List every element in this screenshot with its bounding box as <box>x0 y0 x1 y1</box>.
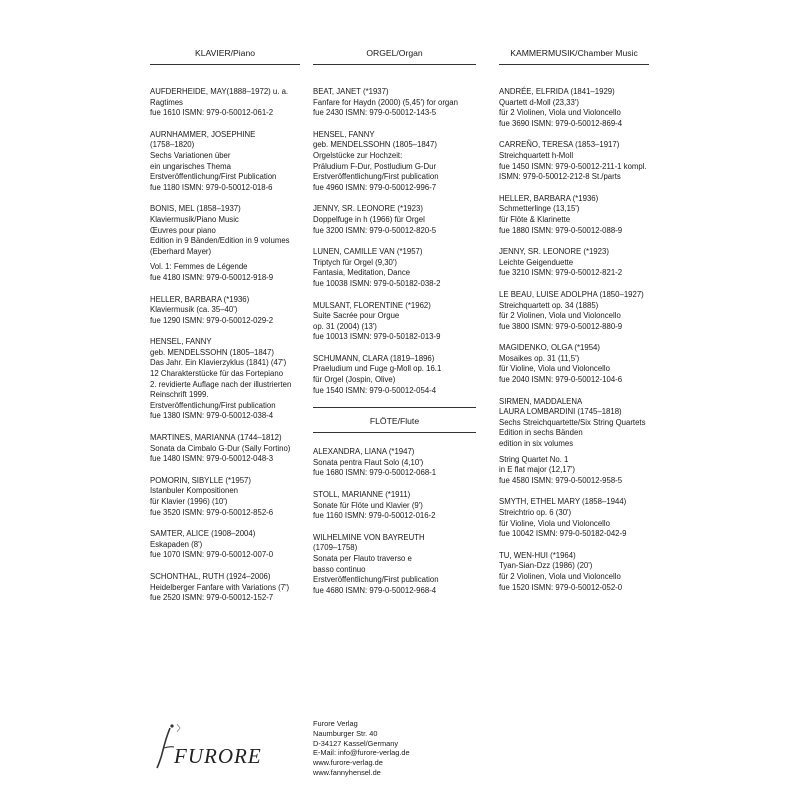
entry-line: für 2 Violinen, Viola und Violoncello <box>499 108 621 118</box>
entry-line: Klaviermusik/Piano Music <box>150 214 239 224</box>
entry-line: ISMN: 979-0-50012-212-8 St./parts <box>499 172 621 182</box>
entry-line: fue 1880 ISMN: 979-0-50012-088-9 <box>499 225 623 235</box>
entry-list-flute <box>313 447 476 596</box>
entry-line: fue 3210 ISMN: 979-0-50012-821-2 <box>499 268 623 278</box>
entry-line: fue 1610 ISMN: 979-0-50012-061-2 <box>150 108 274 118</box>
entry-composer: CARREÑO, TERESA (1853–1917) <box>499 140 620 150</box>
entry-composer: LE BEAU, LUISE ADOLPHA (1850–1927) <box>499 289 644 299</box>
section-header-organ: ORGEL/Organ <box>313 48 476 65</box>
catalog-entry <box>499 290 649 332</box>
footer-line: Naumburger Str. 40 <box>313 728 378 738</box>
entry-line: Streichquartett h-Moll <box>499 150 574 160</box>
entry-line: String Quartet No. 1 <box>499 454 569 464</box>
entry-line: (1709–1758) <box>313 543 358 553</box>
entry-line: Erstveröffentlichung/First Publication <box>150 172 277 182</box>
catalog-entry <box>150 87 300 119</box>
entry-line: Präludium F-Dur, Postludium G-Dur <box>313 161 437 171</box>
catalog-entry <box>150 130 300 194</box>
column-organ <box>313 48 476 607</box>
entry-line: Schmetterlinge (13,15') <box>499 204 580 214</box>
catalog-entry <box>150 204 300 283</box>
entry-composer: MAGIDENKO, OLGA (*1954) <box>499 343 600 353</box>
catalog-entry <box>313 447 476 479</box>
entry-line: 12 Charakterstücke für das Fortepiano <box>150 369 284 379</box>
entry-line: Sechs Streichquartette/Six String Quartets <box>499 417 646 427</box>
entry-line: Fanfare for Haydn (2000) (5,45') for organ <box>313 97 458 107</box>
entry-line: fue 3200 ISMN: 979-0-50012-820-5 <box>313 225 437 235</box>
entry-line: fue 3520 ISMN: 979-0-50012-852-6 <box>150 507 274 517</box>
entry-line: fue 3690 ISMN: 979-0-50012-869-4 <box>499 118 623 128</box>
entry-line: für 2 Violinen, Viola und Violoncello <box>499 311 621 321</box>
logo-text: FURORE <box>174 744 262 768</box>
entry-list-chamber-music <box>499 87 649 593</box>
entry-line: fue 1160 ISMN: 979-0-50012-016-2 <box>313 511 436 521</box>
entry-line: für Violine, Viola und Violoncello <box>499 518 610 528</box>
entry-line: basso continuo <box>313 564 366 574</box>
catalog-entry <box>150 529 300 561</box>
entry-composer: HELLER, BARBARA (*1936) <box>150 294 250 304</box>
entry-line: Quartett d-Moll (23,33') <box>499 97 579 107</box>
catalog-entry <box>150 433 300 465</box>
entry-line: fue 4580 ISMN: 979-0-50012-958-5 <box>499 475 623 485</box>
entry-line: Mosaikes op. 31 (11,5') <box>499 353 580 363</box>
entry-line: fue 10038 ISMN: 979-0-50182-038-2 <box>313 278 441 288</box>
entry-list-organ <box>313 87 476 396</box>
entry-line: Fantasia, Meditation, Dance <box>313 268 411 278</box>
entry-line: fue 1680 ISMN: 979-0-50012-068-1 <box>313 468 437 478</box>
entry-line: in E flat major (12,17') <box>499 465 576 475</box>
entry-line: Suite Sacrée pour Orgue <box>313 311 400 321</box>
entry-line: op. 31 (2004) (13') <box>313 321 377 331</box>
entry-line: fue 4180 ISMN: 979-0-50012-918-9 <box>150 272 274 282</box>
publisher-contact <box>313 719 410 778</box>
entry-line: fue 2040 ISMN: 979-0-50012-104-6 <box>499 375 623 385</box>
footer-email[interactable]: E-Mail: info@furore-verlag.de <box>313 748 410 758</box>
entry-composer: BONIS, MEL (1858–1937) <box>150 204 241 214</box>
entry-composer: SMYTH, ETHEL MARY (1858–1944) <box>499 497 627 507</box>
entry-line: Klaviermusik (ca. 35–40') <box>150 305 238 315</box>
entry-line: fue 10042 ISMN: 979-0-50182-042-9 <box>499 529 627 539</box>
section-header-chamber-music: KAMMERMUSIK/Chamber Music <box>499 48 649 65</box>
entry-composer: SCHUMANN, CLARA (1819–1896) <box>313 353 435 363</box>
entry-line: fue 3800 ISMN: 979-0-50012-880-9 <box>499 321 623 331</box>
catalog-entry <box>313 87 476 119</box>
entry-line: ein ungarisches Thema <box>150 161 231 171</box>
catalog-entry <box>150 295 300 327</box>
entry-composer: HELLER, BARBARA (*1936) <box>499 193 599 203</box>
section-header-piano: KLAVIER/Piano <box>150 48 300 65</box>
entry-line: Edition in 9 Bänden/Edition in 9 volumes <box>150 236 290 246</box>
entry-line: fue 4680 ISMN: 979-0-50012-968-4 <box>313 585 437 595</box>
entry-line: Triptych für Orgel (9,30') <box>313 257 397 267</box>
entry-line: Leichte Geigenduette <box>499 257 574 267</box>
entry-line: Sonata pentra Flaut Solo (4,10') <box>313 457 424 467</box>
footer-line: D-34127 Kassel/Germany <box>313 738 399 748</box>
entry-composer: SCHONTHAL, RUTH (1924–2006) <box>150 571 271 581</box>
entry-line: Tyan-Sian-Dzz (1986) (20') <box>499 561 593 571</box>
entry-line: Streichquartett op. 34 (1885) <box>499 300 599 310</box>
column-piano <box>150 48 300 615</box>
catalog-entry <box>499 247 649 279</box>
entry-composer: ALEXANDRA, LIANA (*1947) <box>313 447 415 457</box>
entry-line: Das Jahr. Ein Klavierzyklus (1841) (47') <box>150 358 287 368</box>
entry-composer: JENNY, SR. LEONORE (*1923) <box>499 247 609 257</box>
catalog-entry <box>150 572 300 604</box>
entry-line: fue 1070 ISMN: 979-0-50012-007-0 <box>150 550 274 560</box>
entry-line: Orgelstücke zur Hochzeit: <box>313 150 403 160</box>
entry-composer: SIRMEN, MADDALENA <box>499 396 583 406</box>
entry-composer: HENSEL, FANNY <box>313 129 375 139</box>
catalog-entry <box>499 343 649 385</box>
entry-line: fue 2430 ISMN: 979-0-50012-143-5 <box>313 108 437 118</box>
entry-line: fue 1380 ISMN: 979-0-50012-038-4 <box>150 411 274 421</box>
entry-line: 2. revidierte Auflage nach der illustrierten <box>150 379 292 389</box>
entry-line: für Violine, Viola und Violoncello <box>499 364 610 374</box>
entry-line: für 2 Violinen, Viola und Violoncello <box>499 571 621 581</box>
catalog-entry <box>313 533 476 597</box>
catalog-entry <box>499 397 649 487</box>
entry-line: Reinschrift 1999. <box>150 390 209 400</box>
entry-composer: LUNEN, CAMILLE VAN (*1957) <box>313 247 423 257</box>
entry-composer: STOLL, MARIANNE (*1911) <box>313 490 411 500</box>
entry-line: Edition in sechs Bänden <box>499 428 583 438</box>
entry-line: Sechs Variationen über <box>150 150 231 160</box>
entry-line: Ragtimes <box>150 97 183 107</box>
catalog-entry <box>313 490 476 522</box>
section-divider <box>313 407 476 416</box>
catalog-entry <box>150 337 300 422</box>
entry-composer: ANDRÉE, ELFRIDA (1841–1929) <box>499 87 615 96</box>
entry-line: fue 1520 ISMN: 979-0-50012-052-0 <box>499 582 623 592</box>
entry-composer: AURNHAMMER, JOSEPHINE <box>150 129 256 139</box>
entry-line: Œuvres pour piano <box>150 225 216 235</box>
entry-line: für Klavier (1996) (10') <box>150 497 228 506</box>
entry-composer: MARTINES, MARIANNA (1744–1812) <box>150 433 282 443</box>
catalog-entry <box>313 354 476 396</box>
entry-line: fue 10013 ISMN: 979-0-50182-013-9 <box>313 332 441 342</box>
entry-line: Streichtrio op. 6 (30') <box>499 508 572 517</box>
catalog-entry <box>499 194 649 236</box>
entry-line: fue 1450 ISMN: 979-0-50012-211-1 kompl. <box>499 161 647 171</box>
entry-line: fue 2520 ISMN: 979-0-50012-152-7 <box>150 593 274 603</box>
catalog-entry <box>499 140 649 182</box>
entry-line: edition in six volumes <box>499 439 574 449</box>
entry-composer: JENNY, SR. LEONORE (*1923) <box>313 204 423 214</box>
catalog-entry <box>499 87 649 129</box>
entry-line: (1758–1820) <box>150 140 195 150</box>
catalog-entry <box>150 476 300 518</box>
catalog-entry <box>499 551 649 593</box>
entry-line: Erstveröffentlichung/First publication <box>313 172 439 182</box>
catalog-entry <box>313 130 476 194</box>
entry-line: Vol. 1: Femmes de Légende <box>150 262 248 272</box>
entry-composer: BEAT, JANET (*1937) <box>313 87 389 96</box>
entry-line: Eskapaden (8') <box>150 539 203 549</box>
catalog-entry <box>499 497 649 539</box>
catalog-entry <box>313 301 476 343</box>
entry-line: fue 1180 ISMN: 979-0-50012-018-6 <box>150 182 273 192</box>
entry-line: Erstveröffentlichung/First publication <box>150 400 276 410</box>
entry-line: fue 1540 ISMN: 979-0-50012-054-4 <box>313 385 437 395</box>
entry-list-piano <box>150 87 300 604</box>
entry-line: geb. MENDELSSOHN (1805–1847) <box>313 140 437 150</box>
column-chamber-music <box>499 48 649 604</box>
entry-composer: AUFDERHEIDE, MAY(1888–1972) u. a. <box>150 87 289 96</box>
entry-line: Erstveröffentlichung/First publication <box>313 575 439 585</box>
footer-line: Furore Verlag <box>313 719 358 728</box>
entry-composer: WILHELMINE VON BAYREUTH <box>313 532 425 542</box>
entry-line: geb. MENDELSSOHN (1805–1847) <box>150 347 274 357</box>
catalog-entry <box>313 247 476 289</box>
entry-line: LAURA LOMBARDINI (1745–1818) <box>499 407 622 417</box>
entry-line: Sonata da Cimbalo G-Dur (Sally Fortino) <box>150 443 291 453</box>
entry-line: Istanbuler Kompositionen <box>150 486 238 496</box>
entry-line: für Flöte & Klarinette <box>499 214 571 224</box>
entry-composer: SAMTER, ALICE (1908–2004) <box>150 529 256 539</box>
entry-line: Heidelberger Fanfare with Variations (7') <box>150 582 290 592</box>
furore-logo <box>148 722 262 772</box>
section-header-flute: FLÖTE/Flute <box>313 416 476 433</box>
entry-line: fue 1480 ISMN: 979-0-50012-048-3 <box>150 454 274 464</box>
entry-composer: TU, WEN-HUI (*1964) <box>499 550 576 560</box>
entry-line: fue 1290 ISMN: 979-0-50012-029-2 <box>150 315 274 325</box>
entry-line: Praeludium und Fuge g-Moll op. 16.1 <box>313 364 442 374</box>
entry-composer: POMORIN, SIBYLLE (*1957) <box>150 475 251 485</box>
entry-line: fue 4960 ISMN: 979-0-50012-996-7 <box>313 182 437 192</box>
entry-composer: MULSANT, FLORENTINE (*1962) <box>313 300 431 310</box>
footer-website-link[interactable]: www.furore-verlag.de <box>313 758 383 768</box>
entry-line: Sonate für Flöte und Klavier (9') <box>313 500 423 510</box>
entry-line: (Eberhard Mayer) <box>150 246 212 256</box>
entry-line: Doppelfuge in h (1966) für Orgel <box>313 214 425 224</box>
entry-composer: HENSEL, FANNY <box>150 337 212 347</box>
footer-website-link[interactable]: www.fannyhensel.de <box>313 767 381 777</box>
entry-line: Sonata per Flauto traverso e <box>313 554 412 563</box>
entry-line: für Orgel (Jospin, Olive) <box>313 375 396 385</box>
catalog-entry <box>313 204 476 236</box>
